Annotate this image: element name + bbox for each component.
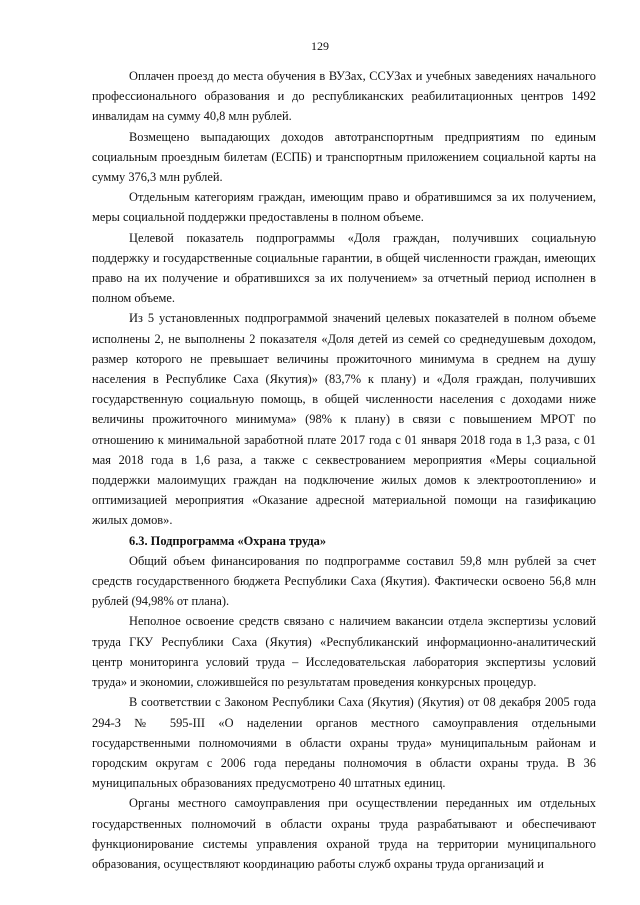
document-body — [92, 66, 596, 874]
paragraph-financing: Общий объем финансирования по подпрограмме составил 59,8 млн рублей за счет средств государственного бюджета Республики Саха (Якутия). Фактически освоено 56,8 млн рублей (94,98% от плана). — [92, 553, 596, 609]
paragraph-travel-payment: Оплачен проезд до места обучения в ВУЗах, ССУЗах и учебных заведениях начального профессионального образования и до республиканских реабилитационных центров 1492 инвалидам на сумму 40,8 млн рублей. — [92, 69, 596, 124]
paragraph-transport-compensation: Возмещено выпадающих доходов автотранспортным предприятиям по единым социальным проездным билетам (ЕСПБ) и транспортным приложением социальной карты на сумму 376,3 млн рублей. — [92, 129, 596, 185]
paragraph-social-support: Отдельным категориям граждан, имеющим право и обратившимся за их получением, меры социальной поддержки предоставлены в полном объеме. — [92, 190, 596, 225]
paragraph-local-government: Органы местного самоуправления при осуществлении переданных им отдельных государственных полномочий в области охраны труда разрабатывают и обеспечивают функционирование системы управления охраной труда на территории муниципального образования, осуществляют координацию работы служб охраны труда организаций и — [92, 796, 596, 871]
paragraph-law-reference: В соответствии с Законом Республики Саха (Якутия) (Якутия) от 08 декабря 2005 года 294-З № 595-III «О наделении органов местного самоуправления отдельными государственными полномочиями в области охраны труда» муниципальным районам и городским округам с 2006 года переданы полномочия в области охраны труда. В 36 муниципальных образованиях предусмотрено 40 штатных единиц. — [92, 695, 596, 791]
section-heading: 6.3. Подпрограмма «Охрана труда» — [129, 533, 327, 548]
paragraph-indicators-summary: Из 5 установленных подпрограммой значений целевых показателей в полном объеме исполнены 2, не выполнены 2 показателя «Доля детей из семей со среднедушевым доходом, размер которого не превышает величины прожиточного минимума в среднем на душу населения в Республике Саха (Якутия)» (83,7% к плану) и «Доля граждан, получивших государственную социальную помощь, в общей численности населения с доходами ниже величины прожиточного минимума» (98% к плану) в связи с повышением МРОТ по отношению к минимальной заработной плате 2017 года с 01 января 2018 года в 1,3 раза, с 01 мая 2018 года в 1,6 раза, а также с секвестрованием мероприятия «Меры социальной поддержки малоимущих граждан на подключение жилых домов к электроотоплению» и оптимизацией мероприятия «Оказание адресной материальной помощи на газификацию жилых домов». — [92, 311, 596, 528]
paragraph-incomplete-spending: Неполное освоение средств связано с наличием вакансии отдела экспертизы условий труда ГКУ Республики Саха (Якутия) «Республиканский информационно-аналитический центр мониторинга условий труда – Исследовательская лаборатория экспертизы условий труда» и экономии, сложившейся по результатам проведения конкурсных процедур. — [92, 614, 596, 690]
page-number: 129 — [311, 39, 329, 53]
paragraph-target-indicator: Целевой показатель подпрограммы «Доля граждан, получивших социальную поддержку и государственные социальные гарантии, в общей численности граждан, имеющих право на их получение и обратившихся за их получением» за отчетный период исполнен в полном объеме. — [92, 230, 596, 306]
